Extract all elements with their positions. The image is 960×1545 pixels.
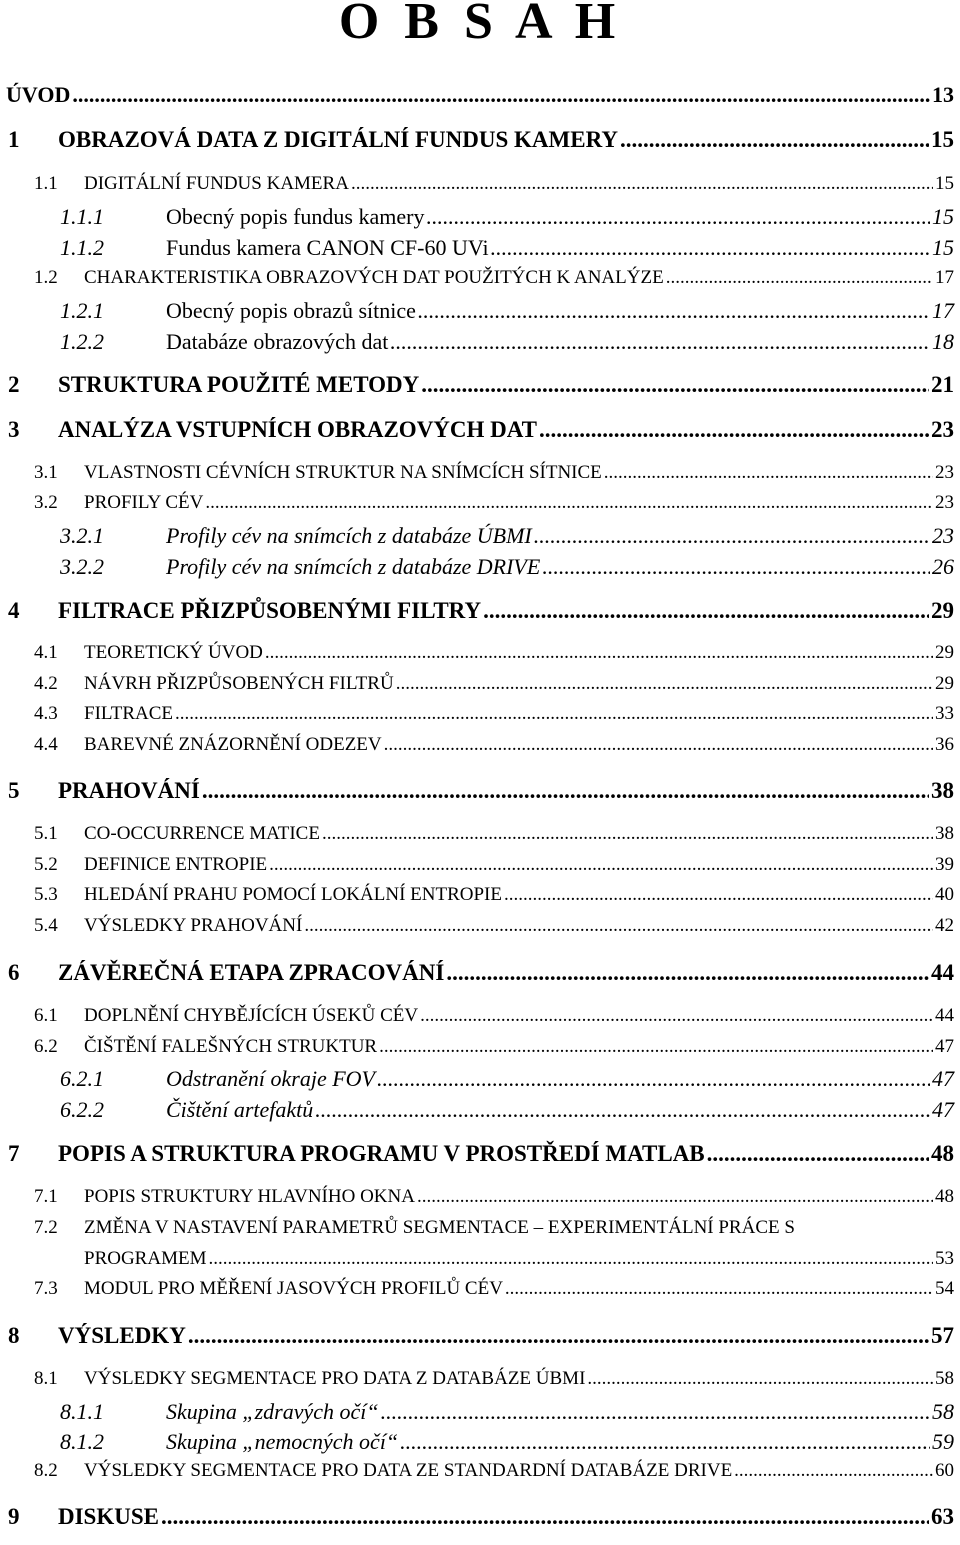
toc-entry-label: ÚVOD bbox=[6, 82, 71, 107]
toc-leader-dots bbox=[396, 673, 933, 695]
toc-entry-page: 48 bbox=[931, 1141, 954, 1166]
toc-entry-label: TEORETICKÝ ÚVOD bbox=[84, 642, 263, 663]
toc-entry-label: Profily cév na snímcích z databáze DRIVE bbox=[166, 554, 541, 579]
toc-entry[interactable] bbox=[0, 1097, 954, 1123]
toc-entry-page: 33 bbox=[935, 703, 954, 724]
toc-leader-dots bbox=[208, 1248, 933, 1270]
toc-entry[interactable] bbox=[0, 372, 954, 398]
toc-leader-dots bbox=[483, 598, 929, 624]
toc-leader-dots bbox=[377, 1066, 930, 1092]
toc-entry-page: 29 bbox=[935, 642, 954, 663]
toc-leader-dots bbox=[417, 1186, 933, 1208]
toc-entry[interactable] bbox=[0, 127, 954, 153]
toc-entry[interactable] bbox=[0, 417, 954, 443]
toc-entry-label: BAREVNÉ ZNÁZORNĚNÍ ODEZEV bbox=[84, 734, 382, 755]
toc-entry[interactable] bbox=[0, 598, 954, 624]
toc-entry-page: 15 bbox=[932, 235, 954, 260]
toc-entry[interactable] bbox=[0, 734, 954, 756]
toc-leader-dots bbox=[491, 235, 930, 261]
toc-entry-label: NÁVRH PŘIZPŮSOBENÝCH FILTRŮ bbox=[84, 673, 394, 694]
toc-entry-label: PRAHOVÁNÍ bbox=[58, 778, 200, 803]
toc-entry[interactable] bbox=[0, 554, 954, 580]
toc-entry-label: CO-OCCURRENCE MATICE bbox=[84, 823, 320, 844]
toc-entry-number: 5 bbox=[8, 778, 20, 803]
toc-entry[interactable] bbox=[0, 204, 954, 230]
toc-entry-page: 42 bbox=[935, 915, 954, 936]
toc-leader-dots bbox=[265, 642, 933, 664]
toc-entry-label: Odstranění okraje FOV bbox=[166, 1066, 375, 1091]
toc-leader-dots bbox=[322, 823, 933, 845]
toc-entry-number: 4.2 bbox=[34, 673, 58, 694]
toc-entry-number: 7.1 bbox=[34, 1186, 58, 1207]
toc-entry-label: VLASTNOSTI CÉVNÍCH STRUKTUR NA SNÍMCÍCH SÍTNICE bbox=[84, 462, 602, 483]
toc-entry-label: CHARAKTERISTIKA OBRAZOVÝCH DAT POUŽITÝCH K ANALÝZE bbox=[84, 267, 664, 288]
toc-entry[interactable] bbox=[0, 492, 954, 514]
toc-entry-number: 8.1.1 bbox=[60, 1399, 104, 1424]
toc-leader-dots bbox=[315, 1097, 930, 1123]
toc-entry-page: 58 bbox=[935, 1368, 954, 1389]
toc-entry-number: 1.1.1 bbox=[60, 204, 104, 229]
toc-entry-label: PROGRAMEM bbox=[84, 1248, 207, 1269]
toc-leader-dots bbox=[400, 1429, 930, 1455]
toc-leader-dots bbox=[420, 1005, 933, 1027]
toc-entry-label: VÝSLEDKY bbox=[58, 1323, 186, 1348]
toc-entry-page: 47 bbox=[932, 1097, 954, 1122]
toc-leader-dots bbox=[269, 854, 933, 876]
toc-entry-page: 23 bbox=[932, 523, 954, 548]
toc-entry-number: 2 bbox=[8, 372, 20, 397]
toc-entry-page: 26 bbox=[932, 554, 954, 579]
toc-entry-label: Obecný popis fundus kamery bbox=[166, 204, 425, 229]
toc-entry[interactable] bbox=[0, 235, 954, 261]
toc-entry-page: 29 bbox=[935, 673, 954, 694]
toc-entry[interactable] bbox=[0, 673, 954, 695]
toc-entry-number: 3.2.2 bbox=[60, 554, 104, 579]
toc-leader-dots bbox=[426, 204, 930, 230]
toc-entry-label: VÝSLEDKY SEGMENTACE PRO DATA ZE STANDARDNÍ DATABÁZE DRIVE bbox=[84, 1460, 733, 1481]
toc-entry-page: 18 bbox=[932, 329, 954, 354]
toc-leader-dots bbox=[351, 173, 933, 195]
toc-entry-label: DOPLNĚNÍ CHYBĚJÍCÍCH ÚSEKŮ CÉV bbox=[84, 1005, 419, 1026]
toc-leader-dots bbox=[707, 1141, 929, 1167]
toc-entry-number: 3.1 bbox=[34, 462, 58, 483]
toc-entry-number: 1.1 bbox=[34, 173, 58, 194]
toc-entry-label: VÝSLEDKY SEGMENTACE PRO DATA Z DATABÁZE ÚBMI bbox=[84, 1368, 586, 1389]
toc-entry[interactable] bbox=[0, 462, 954, 484]
toc-leader-dots bbox=[390, 329, 930, 355]
toc-entry-page: 36 bbox=[935, 734, 954, 755]
toc-entry[interactable] bbox=[0, 642, 954, 664]
toc-leader-dots bbox=[161, 1504, 929, 1530]
toc-entry[interactable] bbox=[0, 1278, 954, 1300]
toc-entry-number: 5.1 bbox=[34, 823, 58, 844]
toc-entry[interactable] bbox=[0, 1141, 954, 1167]
toc-entry-number: 5.2 bbox=[34, 854, 58, 875]
toc-entry[interactable] bbox=[0, 1066, 954, 1092]
toc-entry[interactable] bbox=[0, 823, 954, 845]
toc-leader-dots bbox=[446, 960, 929, 986]
toc-entry-number: 7 bbox=[8, 1141, 20, 1166]
toc-leader-dots bbox=[505, 1278, 933, 1300]
toc-leader-dots bbox=[734, 1460, 933, 1482]
toc-entry-label: OBRAZOVÁ DATA Z DIGITÁLNÍ FUNDUS KAMERY bbox=[58, 127, 618, 152]
toc-leader-dots bbox=[666, 267, 933, 289]
toc-entry-label: Obecný popis obrazů sítnice bbox=[166, 298, 416, 323]
toc-entry-label: HLEDÁNÍ PRAHU POMOCÍ LOKÁLNÍ ENTROPIE bbox=[84, 884, 502, 905]
toc-entry-number: 6.2.1 bbox=[60, 1066, 104, 1091]
toc-leader-dots bbox=[384, 734, 933, 756]
toc-entry[interactable] bbox=[0, 884, 954, 906]
toc-entry-label: Fundus kamera CANON CF-60 UVi bbox=[166, 235, 489, 260]
toc-leader-dots bbox=[418, 298, 930, 324]
toc-entry[interactable] bbox=[0, 298, 954, 324]
toc-entry[interactable] bbox=[0, 329, 954, 355]
toc-entry[interactable] bbox=[0, 1504, 954, 1530]
toc-entry-page: 54 bbox=[935, 1278, 954, 1299]
toc-entry-page: 44 bbox=[935, 1005, 954, 1026]
toc-entry-label: DEFINICE ENTROPIE bbox=[84, 854, 268, 875]
toc-entry-label: DISKUSE bbox=[58, 1504, 159, 1529]
toc-entry[interactable] bbox=[0, 1399, 954, 1425]
toc-entry-label: ZÁVĚREČNÁ ETAPA ZPRACOVÁNÍ bbox=[58, 960, 445, 985]
toc-entry-number: 1 bbox=[8, 127, 20, 152]
toc-entry-number: 8 bbox=[8, 1323, 20, 1348]
toc-entry[interactable] bbox=[0, 1186, 954, 1208]
toc-entry-number: 3.2.1 bbox=[60, 523, 104, 548]
toc-entry-number: 3 bbox=[8, 417, 20, 442]
toc-entry-page: 17 bbox=[932, 298, 954, 323]
toc-entry-label: Skupina „nemocných očí“ bbox=[166, 1429, 399, 1454]
toc-entry-page: 15 bbox=[935, 173, 954, 194]
toc-entry[interactable] bbox=[0, 1248, 954, 1270]
toc-entry-number: 9 bbox=[8, 1504, 20, 1529]
toc-entry-page: 47 bbox=[935, 1036, 954, 1057]
toc-leader-dots bbox=[587, 1368, 933, 1390]
page-title: O B S A H bbox=[338, 0, 622, 50]
toc-entry-number: 7.3 bbox=[34, 1278, 58, 1299]
toc-entry[interactable] bbox=[0, 915, 954, 937]
toc-entry-label: Skupina „zdravých očí“ bbox=[166, 1399, 379, 1424]
toc-entry-page: 15 bbox=[932, 204, 954, 229]
toc-entry-number: 1.2.2 bbox=[60, 329, 104, 354]
toc-entry-label: Databáze obrazových dat bbox=[166, 329, 389, 354]
toc-leader-dots bbox=[304, 915, 933, 937]
toc-entry-number: 1.2 bbox=[34, 267, 58, 288]
toc-entry[interactable] bbox=[0, 703, 954, 725]
toc-entry-page: 53 bbox=[935, 1248, 954, 1269]
toc-entry-page: 59 bbox=[932, 1429, 954, 1454]
toc-entry-number: 7.2 bbox=[34, 1217, 58, 1238]
toc-entry-page: 57 bbox=[931, 1323, 954, 1348]
toc-entry-number: 4.4 bbox=[34, 734, 58, 755]
toc-leader-dots bbox=[539, 417, 929, 443]
toc-entry-page: 38 bbox=[931, 778, 954, 803]
toc-entry-label: ANALÝZA VSTUPNÍCH OBRAZOVÝCH DAT bbox=[58, 417, 538, 442]
toc-entry-page: 23 bbox=[931, 417, 954, 442]
toc-entry-number: 3.2 bbox=[34, 492, 58, 513]
toc-entry-label: FILTRACE bbox=[84, 703, 174, 724]
toc-entry-page: 48 bbox=[935, 1186, 954, 1207]
toc-entry-number: 8.1.2 bbox=[60, 1429, 104, 1454]
toc-entry-page: 58 bbox=[932, 1399, 954, 1424]
toc-entry[interactable] bbox=[0, 960, 954, 986]
toc-entry[interactable] bbox=[0, 1429, 954, 1455]
toc-entry[interactable] bbox=[0, 1460, 954, 1482]
toc-entry-page: 29 bbox=[931, 598, 954, 623]
toc-leader-dots bbox=[542, 554, 930, 580]
toc-leader-dots bbox=[202, 778, 929, 804]
toc-entry-page: 39 bbox=[935, 854, 954, 875]
toc-entry-page: 47 bbox=[932, 1066, 954, 1091]
toc-entry-label: STRUKTURA POUŽITÉ METODY bbox=[58, 372, 420, 397]
toc-entry[interactable] bbox=[0, 82, 954, 108]
toc-entry[interactable] bbox=[0, 1368, 954, 1390]
toc-entry-label: MODUL PRO MĚŘENÍ JASOVÝCH PROFILŮ CÉV bbox=[84, 1278, 503, 1299]
toc-entry-page: 38 bbox=[935, 823, 954, 844]
toc-leader-dots bbox=[188, 1323, 929, 1349]
toc-entry-label: PROFILY CÉV bbox=[84, 492, 204, 513]
toc-entry-number: 5.3 bbox=[34, 884, 58, 905]
toc-entry[interactable] bbox=[0, 1005, 954, 1027]
toc-entry[interactable] bbox=[0, 854, 954, 876]
toc-entry-number: 4.3 bbox=[34, 703, 58, 724]
toc-entry-label: VÝSLEDKY PRAHOVÁNÍ bbox=[84, 915, 303, 936]
toc-entry[interactable] bbox=[0, 173, 954, 195]
toc-leader-dots bbox=[534, 523, 930, 549]
toc-entry-number: 1.2.1 bbox=[60, 298, 104, 323]
toc-entry-label: Profily cév na snímcích z databáze ÚBMI bbox=[166, 523, 532, 548]
toc-entry-label: POPIS STRUKTURY HLAVNÍHO OKNA bbox=[84, 1186, 415, 1207]
toc-entry[interactable] bbox=[0, 267, 954, 289]
toc-entry-page: 17 bbox=[935, 267, 954, 288]
toc-entry-label: ČIŠTĚNÍ FALEŠNÝCH STRUKTUR bbox=[84, 1036, 378, 1057]
toc-leader-dots bbox=[381, 1399, 930, 1425]
toc-entry-page: 63 bbox=[931, 1504, 954, 1529]
toc-entry-label: ZMĚNA V NASTAVENÍ PARAMETRŮ SEGMENTACE – EXPERIMENTÁLNÍ PRÁCE S bbox=[84, 1217, 795, 1238]
toc-entry[interactable] bbox=[0, 1217, 954, 1239]
toc-entry-page: 44 bbox=[931, 960, 954, 985]
toc-entry-label: DIGITÁLNÍ FUNDUS KAMERA bbox=[84, 173, 349, 194]
toc-entry[interactable] bbox=[0, 778, 954, 804]
toc-entry-number: 4 bbox=[8, 598, 20, 623]
toc-entry-label: FILTRACE PŘIZPŮSOBENÝMI FILTRY bbox=[58, 598, 482, 623]
toc-entry-page: 40 bbox=[935, 884, 954, 905]
toc-entry-number: 8.1 bbox=[34, 1368, 58, 1389]
toc-entry-number: 6.2 bbox=[34, 1036, 58, 1057]
toc-entry-number: 6.2.2 bbox=[60, 1097, 104, 1122]
toc-leader-dots bbox=[620, 127, 929, 153]
toc-leader-dots bbox=[175, 703, 933, 725]
toc-entry-number: 8.2 bbox=[34, 1460, 58, 1481]
toc-entry-number: 4.1 bbox=[34, 642, 58, 663]
toc-entry-number: 1.1.2 bbox=[60, 235, 104, 260]
toc-leader-dots bbox=[379, 1036, 933, 1058]
toc-leader-dots bbox=[604, 462, 933, 484]
toc-entry[interactable] bbox=[0, 1036, 954, 1058]
toc-leader-dots bbox=[72, 82, 930, 108]
toc-leader-dots bbox=[421, 372, 929, 398]
toc-entry[interactable] bbox=[0, 1323, 954, 1349]
toc-entry-number: 6.1 bbox=[34, 1005, 58, 1026]
toc-leader-dots bbox=[205, 492, 933, 514]
toc-entry-number: 6 bbox=[8, 960, 20, 985]
toc-entry-label: Čištění artefaktů bbox=[166, 1097, 314, 1122]
toc-entry[interactable] bbox=[0, 523, 954, 549]
toc-entry-page: 15 bbox=[931, 127, 954, 152]
toc-entry-number: 5.4 bbox=[34, 915, 58, 936]
toc-entry-page: 13 bbox=[932, 82, 954, 107]
toc-entry-page: 23 bbox=[935, 462, 954, 483]
toc-leader-dots bbox=[504, 884, 933, 906]
toc-entry-page: 21 bbox=[931, 372, 954, 397]
toc-entry-page: 23 bbox=[935, 492, 954, 513]
toc-entry-label: POPIS A STRUKTURA PROGRAMU V PROSTŘEDÍ MATLAB bbox=[58, 1141, 705, 1166]
toc-entry-page: 60 bbox=[935, 1460, 954, 1481]
